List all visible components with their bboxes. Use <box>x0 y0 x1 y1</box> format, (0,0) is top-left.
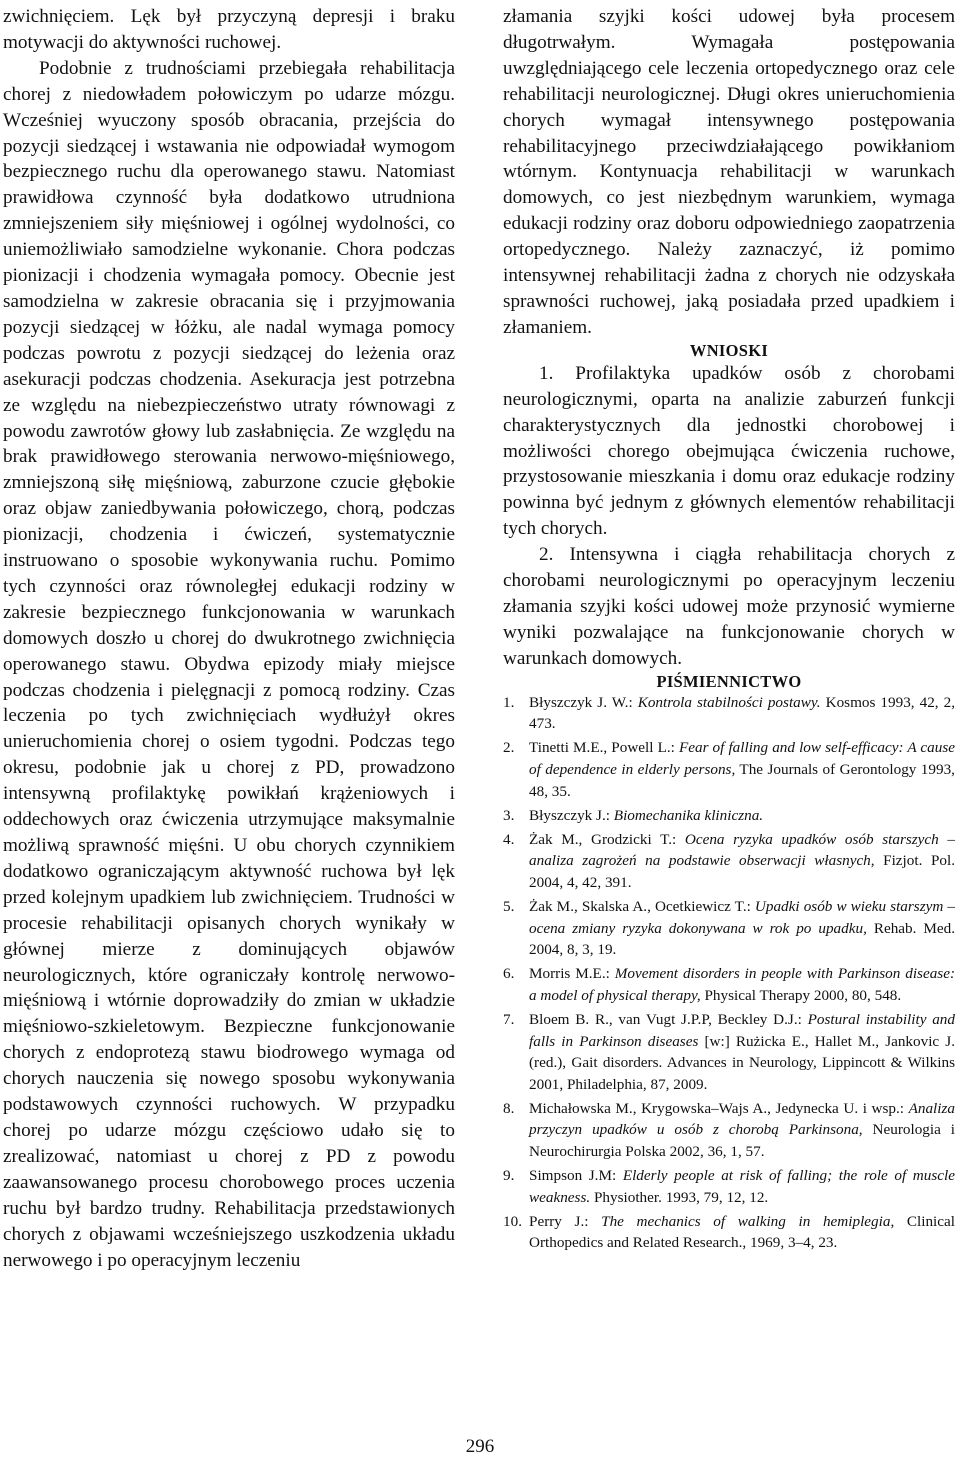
reference-number: 2. <box>503 739 515 757</box>
reference-source: Rehab. Med. 2004, 8, 3, 19. <box>529 919 956 959</box>
reference-source: Kosmos 1993, 42, 2, 473. <box>529 693 955 733</box>
conclusion-item: 2. Intensywna i ciągła rehabilitacja chorych z chorobami neurologicznymi po operacyjnym leczeniu złamania szyjki kości udowej może przynosić wymierne wyniki pozwalające na funkcjonowanie chorych w warunkach domowych. <box>503 544 955 669</box>
body-paragraph: złamania szyjki kości udowej była procesem długotrwałym. Wymagała postępowania uwzględniającego cele leczenia ortopedycznego oraz cele rehabilitacji neurologicznej. Długi okres unieruchomienia chorych wymagał intensywnego postępowania rehabilitacyjnego przeciwdziałającego powikłaniom wtórnym. Kontynuacja rehabilitacji w warunkach domowych, co jest niezbędnym warunkiem, wymaga edukacji rodziny oraz doboru odpowiedniego zaopatrzenia ortopedycznego. Należy zaznaczyć, iż pomimo intensywnej rehabilitacji żadna z chorych nie odzyskała sprawności ruchowej, jaką posiadała przed upadkiem i złamaniem. <box>503 6 955 338</box>
conclusions-heading: WNIOSKI <box>689 340 769 360</box>
reference-authors: Żak M., Skalska A., Ocetkiewicz T.: <box>529 898 755 915</box>
reference-source: Fizjot. Pol. 2004, 4, 42, 391. <box>529 852 955 891</box>
reference-list <box>503 692 955 1254</box>
reference-source: [w:] Rużicka E., Hallet M., Jankovic J. (red.), Gait disorders. Advances in Neurology, Lippincott & Wilkins 2001, Philadelphia, 87, 2009. <box>529 1032 955 1093</box>
reference-number: 9. <box>503 1167 515 1185</box>
reference-title: Kontrola stabilności postawy. <box>637 693 821 711</box>
reference-number: 5. <box>503 898 515 915</box>
reference-number: 10. <box>503 1212 522 1230</box>
reference-title: The mechanics of walking in hemiplegia, <box>601 1212 895 1230</box>
page-number: 296 <box>465 1436 495 1457</box>
reference-number: 6. <box>503 965 515 983</box>
reference-authors: Tinetti M.E., Powell L.: <box>529 739 679 757</box>
reference-number: 3. <box>503 806 515 824</box>
references-heading: PIŚMIENNICTWO <box>656 671 802 691</box>
reference-item <box>503 1211 955 1254</box>
reference-authors: Żak M., Grodzicki T.: <box>529 830 685 848</box>
reference-item <box>503 1098 955 1163</box>
reference-source: Neurologia i Neurochirurgia Polska 2002, 36, 1, 57. <box>529 1121 955 1161</box>
reference-title: Upadki osób w wieku starszym – ocena zmiany ryzyka dokonywana w rok po upadku, <box>529 898 955 937</box>
reference-item <box>503 829 955 894</box>
conclusion-item: 1. Profilaktyka upadków osób z chorobami neurologicznymi, oparta na analizie zaburzeń funkcji charakterystycznych dla jednostki chorobowej i możliwości chorego obejmująca ćwiczenia ruchowe, przystosowanie mieszkania i domu oraz edukacje rodziny powinna być jednym z głównych elementów rehabilitacji tych chorych. <box>503 362 955 540</box>
reference-title: Postural instability and falls in Parkinson diseases <box>529 1010 955 1050</box>
reference-item <box>503 963 955 1006</box>
reference-authors: Bloem B. R., van Vugt J.P.P, Beckley D.J.: <box>529 1010 808 1028</box>
reference-title: Biomechanika kliniczna. <box>613 806 764 824</box>
body-paragraph: zwichnięciem. Lęk był przyczyną depresji i braku motywacji do aktywności ruchowej. <box>3 6 455 53</box>
reference-item <box>503 1009 955 1095</box>
reference-title: Analiza przyczyn upadków u osób z chorobą Parkinsona, <box>529 1099 955 1139</box>
body-paragraph: Podobnie z trudnościami przebiegała rehabilitacja chorej z niedowładem połowiczym po udarze mózgu. Wcześniej wyuczony sposób obracania, przejścia do pozycji siedzącej i wstawania nie odpowiadał wymogom bezpiecznego ruchu dla operowanego stawu. Natomiast prawidłowa czynność była dodatkowo utrudniona zmniejszeniem siły mięśniowej i ogólnej wydolności, co uniemożliwiało samodzielne wykonanie. Chora podczas pionizacji i chodzenia wymagała pomocy. Obecnie jest samodzielna w zakresie obracania się i przyjmowania pozycji siedzącej w łóżku, ale nadal wymaga pomocy podczas powrotu z pozycji siedzącej do leżenia oraz asekuracji podczas chodzenia. Asekuracja jest potrzebna ze względu na niebezpieczeństwo utraty równowagi z powodu zawrotów głowy lub zasłabnięcia. Ze względu na brak prawidłowego sterowania nerwowo-mięśniowego, zmniejszoną siłę mięśniową, zaburzone czucie głębokie oraz objaw zaniedbywania połowiczego, chorą, podczas pionizacji, chodzenia i ćwiczeń, systematycznie instruowano o sposobie wykonywania ruchu. Pomimo tych czynności oraz równoległej edukacji rodziny w zakresie bezpiecznego funkcjonowania w warunkach domowych doszło u chorej do dwukrotnego zwichnięcia operowanego stawu. Obydwa epizody miały miejsce podczas chodzenia i pielęgnacji z pomocą rodziny. Czas leczenia po tych zwichnięciach wydłużył okres unieruchomienia chorej o osiem tygodni. Podczas tego okresu, podobnie jak u chorej z PD, prowadzono intensywną profilaktykę powikłań krążeniowych i oddechowych oraz ćwiczenia utrzymujące maksymalnie możliwą sprawność mięśni. U obu chorych czynnikiem dodatkowo ograniczającym aktywność ruchowa był lęk przed kolejnym upadkiem lub zwichnięciem. Trudności w procesie rehabilitacji opisanych chorych wynikały w głównej mierze z dominujących objawów neurologicznych, które ograniczały kontrolę nerwowo-mięśniową i wtórnie doprowadziły do zmian w układzie mięśniowo-szkieletowym. Bezpieczne funkcjonowanie chorych z endoprotezą stawu biodrowego wymaga od chorych nauczenia się nowego sposobu wykonywania podstawowych czynności ruchowych. W przypadku chorej po udarze mózgu częściowo udało się to zrealizować, natomiast u chorej z PD z powodu zaawansowanego procesu chorobowego proces uczenia ruchu był bardzo trudny. Rehabilitacja przedstawionych chorych z objawami wcześniejszego uszkodzenia układu nerwowego i po operacyjnym leczeniu <box>3 57 455 1271</box>
reference-authors: Morris M.E.: <box>529 965 615 983</box>
right-column <box>503 4 955 1257</box>
reference-title: Ocena ryzyka upadków osób starszych – analiza zagrożeń na podstawie obserwacji własnych, <box>529 830 955 870</box>
reference-source: Physiother. 1993, 79, 12, 12. <box>590 1188 769 1206</box>
reference-authors: Błyszczyk J. W.: <box>529 693 638 711</box>
reference-item <box>503 896 955 961</box>
reference-authors: Błyszczyk J.: <box>529 806 614 824</box>
reference-authors: Simpson J.M: <box>529 1167 623 1185</box>
left-column <box>3 4 455 1273</box>
reference-item <box>503 737 955 802</box>
reference-title: Movement disorders in people with Parkinson disease: a model of physical therapy, <box>529 965 956 1004</box>
reference-item <box>503 1165 955 1208</box>
reference-number: 7. <box>503 1010 515 1028</box>
reference-source: The Journals of Gerontology 1993, 48, 35. <box>529 760 955 800</box>
reference-authors: Michałowska M., Krygowska–Wajs A., Jedynecka U. i wsp.: <box>529 1099 909 1117</box>
reference-number: 1. <box>503 693 515 711</box>
reference-source: Clinical Orthopedics and Related Research., 1969, 3–4, 23. <box>529 1212 955 1252</box>
reference-item <box>503 692 955 735</box>
reference-source: Physical Therapy 2000, 80, 548. <box>700 986 902 1004</box>
reference-number: 4. <box>503 830 515 848</box>
reference-title: Elderly people at risk of falling; the role of muscle weakness. <box>529 1167 955 1206</box>
reference-authors: Perry J.: <box>529 1212 602 1230</box>
reference-title: Fear of falling and low self-efficacy: A cause of dependence in elderly persons, <box>529 739 955 778</box>
reference-number: 8. <box>503 1099 515 1117</box>
reference-item <box>503 805 955 827</box>
